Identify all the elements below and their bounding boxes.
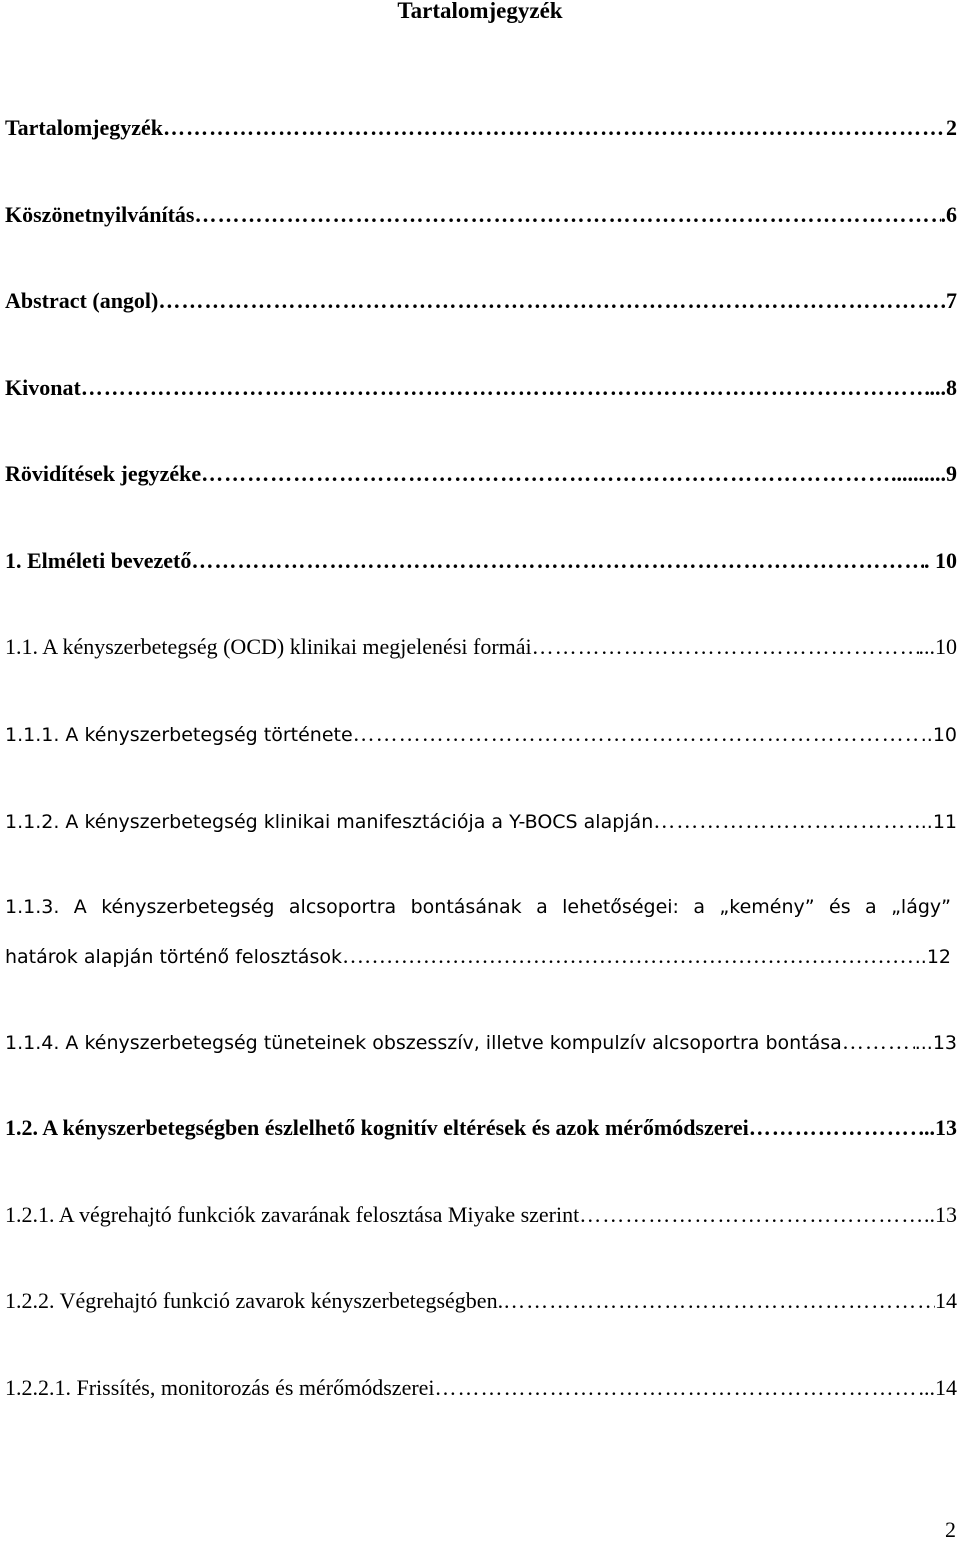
- dot-leader: [579, 1200, 924, 1230]
- toc-entry-page: .6: [940, 202, 957, 227]
- dot-leader: [191, 546, 924, 576]
- toc-entry-page: ...13: [918, 1115, 957, 1140]
- dot-leader: [653, 806, 920, 836]
- toc-entry-title-line1: 1.1.3. A kényszerbetegség alcsoportra bontásának a lehetőségei: a „kemény” és a „lágy”: [5, 896, 951, 918]
- toc-entry-title: 1.2.2.1. Frissítés, monitorozás és mérőmódszerei: [5, 1375, 435, 1400]
- page-number: 2: [945, 1517, 956, 1542]
- toc-entry-1-2-2[interactable]: [5, 1286, 957, 1316]
- toc-entry-title: Köszönetnyilvánítás: [5, 202, 195, 227]
- toc-entry-1-2-1[interactable]: [5, 1200, 957, 1230]
- toc-entry-page: ..11: [920, 811, 957, 833]
- page-title: Tartalomjegyzék: [397, 0, 563, 23]
- dot-leader: [81, 373, 930, 403]
- toc-entry-abstract[interactable]: [5, 286, 957, 316]
- toc-entry-title: 1.1.2. A kényszerbetegség klinikai manifesztációja a Y-BOCS alapján: [5, 811, 654, 833]
- dot-leader: [749, 1113, 919, 1143]
- toc-entry-title: Kivonat: [5, 375, 81, 400]
- toc-entry-page: .7: [940, 288, 957, 313]
- toc-entry-1-1-2[interactable]: [5, 806, 957, 837]
- toc-entry-1-1[interactable]: [5, 632, 957, 662]
- toc-entry-page: ...10: [918, 634, 957, 659]
- toc-entry-page: ...8: [929, 375, 957, 400]
- dot-leader: [435, 1373, 919, 1403]
- toc-entry-title: 1.2. A kényszerbetegségben észlelhető kognitív eltérések és azok mérőmódszerei: [5, 1115, 749, 1140]
- toc-entry-title: 1.1.4. A kényszerbetegség tüneteinek obszesszív, illetve kompulzív alcsoportra bontása: [5, 1032, 842, 1054]
- toc-entry-page: ..12: [914, 946, 951, 968]
- toc-entry-page: 2: [946, 115, 957, 140]
- toc-entry-1-1-1[interactable]: [5, 719, 957, 750]
- toc-entry-tartalomjegyzek[interactable]: [5, 113, 957, 143]
- dot-leader: [342, 941, 915, 971]
- dot-leader: [163, 113, 946, 143]
- toc-entry-page: . 10: [924, 548, 957, 573]
- toc-entry-page: ..13: [924, 1202, 957, 1227]
- toc-entry-koszonetnyilvanitas[interactable]: [5, 200, 957, 230]
- toc-entry-kivonat[interactable]: [5, 373, 957, 403]
- toc-entry-page: 14: [935, 1288, 957, 1313]
- toc-entry-title: Tartalomjegyzék: [5, 115, 164, 140]
- toc-entry-page: ...14: [918, 1375, 957, 1400]
- dot-leader: [532, 632, 919, 662]
- toc-entry-1-1-4[interactable]: [5, 1027, 957, 1058]
- toc-entry-page: ..10: [920, 724, 957, 746]
- toc-entry-1-2-2-1[interactable]: [5, 1373, 957, 1403]
- toc-entry-1-2[interactable]: [5, 1113, 957, 1143]
- dot-leader: [503, 1286, 935, 1316]
- toc-entry-title: Abstract (angol): [5, 288, 159, 313]
- toc-entry-elmeleti-bevezeto[interactable]: [5, 546, 957, 576]
- toc-entry-title: 1. Elméleti bevezető: [5, 548, 192, 573]
- toc-entry-page: ...13: [914, 1032, 957, 1054]
- dot-leader: [158, 286, 940, 316]
- toc-entry-title: 1.2.2. Végrehajtó funkció zavarok kényszerbetegségben.: [5, 1288, 504, 1313]
- toc-entry-title: 1.1. A kényszerbetegség (OCD) klinikai megjelenési formái: [5, 634, 532, 659]
- toc-entry-title-line2: határok alapján történő felosztások: [5, 946, 342, 968]
- toc-entry-title: 1.2.1. A végrehajtó funkciók zavarának felosztása Miyake szerint: [5, 1202, 580, 1227]
- dot-leader: [194, 200, 940, 230]
- dot-leader: [842, 1027, 915, 1057]
- toc-entry-page: ..........9: [891, 461, 957, 486]
- toc-entry-title: 1.1.1. A kényszerbetegség története: [5, 724, 353, 746]
- toc-entry-1-1-3[interactable]: [5, 892, 951, 972]
- toc-entry-roviditesek[interactable]: [5, 459, 957, 489]
- dot-leader: [201, 459, 891, 489]
- toc-entry-title: Rövidítések jegyzéke: [5, 461, 202, 486]
- dot-leader: [353, 719, 921, 749]
